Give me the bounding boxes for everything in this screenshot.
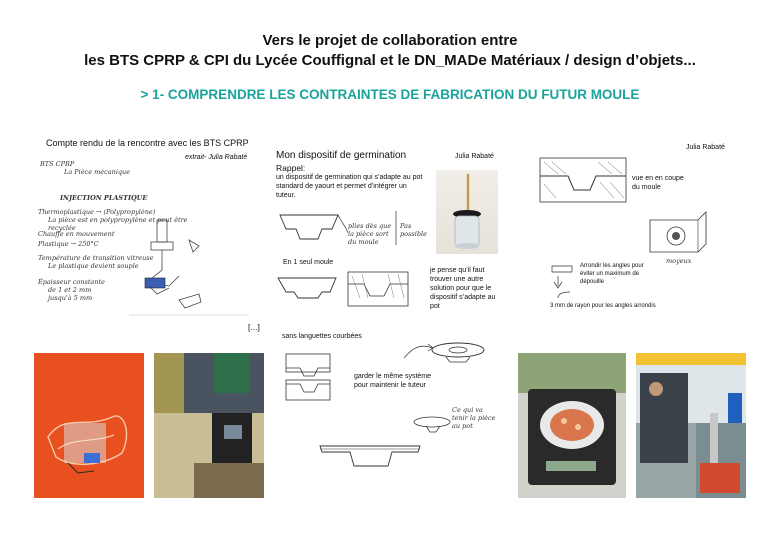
rappel-label: Rappel: xyxy=(276,163,306,173)
page-title-line1: Vers le projet de collaboration entre xyxy=(262,32,518,49)
page-title-line2: les BTS CPRP & CPI du Lycée Couffignal et le DN_MADe Matériaux / design d’objets... xyxy=(84,52,696,69)
orange-scrap-photo xyxy=(34,353,144,498)
mould-sketch-stack xyxy=(282,350,342,404)
un-seul-moule-label: En 1 seul moule xyxy=(283,259,334,266)
note-line: jusqu'à 5 mm xyxy=(48,294,93,302)
note-line: La pièce est en polypropylène et peut être recyclée xyxy=(48,216,188,232)
scale-photo xyxy=(518,353,626,498)
mould-section-sketch xyxy=(538,156,630,208)
note-line: de 1 et 2 mm xyxy=(48,286,92,294)
middle-panel-title: Mon dispositif de germination xyxy=(276,150,407,161)
vue-coupe-label: vue en en coupe du moule xyxy=(632,175,684,191)
arrondir-text: Arrondir les angles pour éviter un maximum de dépouille xyxy=(580,263,644,285)
handwritten-notes-sketch xyxy=(34,160,270,320)
note-line: BTS CPRP xyxy=(40,160,75,168)
note-plies: plies dès que la pièce sort du moule xyxy=(348,222,392,246)
rappel-text: un dispositif de germination qui s’adapte au pot standard de yaourt et permet d’intégrer un tuteur. xyxy=(276,174,423,199)
germination-device-photo xyxy=(436,170,498,254)
left-panel-credit: extrait- Julia Rabaté xyxy=(185,154,248,161)
note-line: Température de transition vitreuse xyxy=(38,254,154,262)
mould-sketch-one-piece xyxy=(276,268,426,318)
middle-panel-author: Julia Rabaté xyxy=(455,153,494,160)
section-subtitle: > 1- COMPRENDRE LES CONTRAINTES DE FABRICATION DU FUTUR MOULE xyxy=(140,87,640,102)
rounded-corner-sketch xyxy=(550,262,580,302)
moyeux-label: moyeux xyxy=(666,257,692,265)
note-line: La Pièce mécanique xyxy=(64,168,131,176)
note-tenir: Ce qui va tenir la pièce au pot xyxy=(452,406,496,430)
lab-machine-photo xyxy=(154,353,264,498)
note-pas-possible: Pas possible xyxy=(400,222,427,238)
note-line: Plastique → 250°C xyxy=(38,240,99,248)
right-panel-author: Julia Rabaté xyxy=(686,144,725,151)
moyeux-box-sketch xyxy=(648,210,710,256)
note-line: Thermoplastique → (Polypropylène) xyxy=(38,208,156,216)
machine-sketch xyxy=(129,190,269,320)
left-panel-title: Compte rendu de la rencontre avec les BTS CPRP xyxy=(46,138,249,148)
workshop-photo xyxy=(636,353,746,498)
note-line: Épaisseur constante xyxy=(38,278,105,286)
pense-text: je pense qu’il faut trouver une autre solution pour que le dispositif s’adapte au pot xyxy=(430,267,496,310)
ellipsis-label: [...] xyxy=(248,322,260,332)
garder-text: garder le même système pour maintenir le tuteur xyxy=(354,373,432,389)
note-line: INJECTION PLASTIQUE xyxy=(60,194,148,202)
sans-languettes-label: sans languettes courbées xyxy=(282,333,362,340)
rayon-text: 3 mm de rayon pour les angles arrondis xyxy=(550,303,656,309)
final-lid-sketch xyxy=(318,440,424,476)
arrow-sketch xyxy=(400,340,440,360)
note-line: Le plastique devient souple xyxy=(48,262,139,270)
note-line: Chauffe en mouvement xyxy=(38,230,115,238)
